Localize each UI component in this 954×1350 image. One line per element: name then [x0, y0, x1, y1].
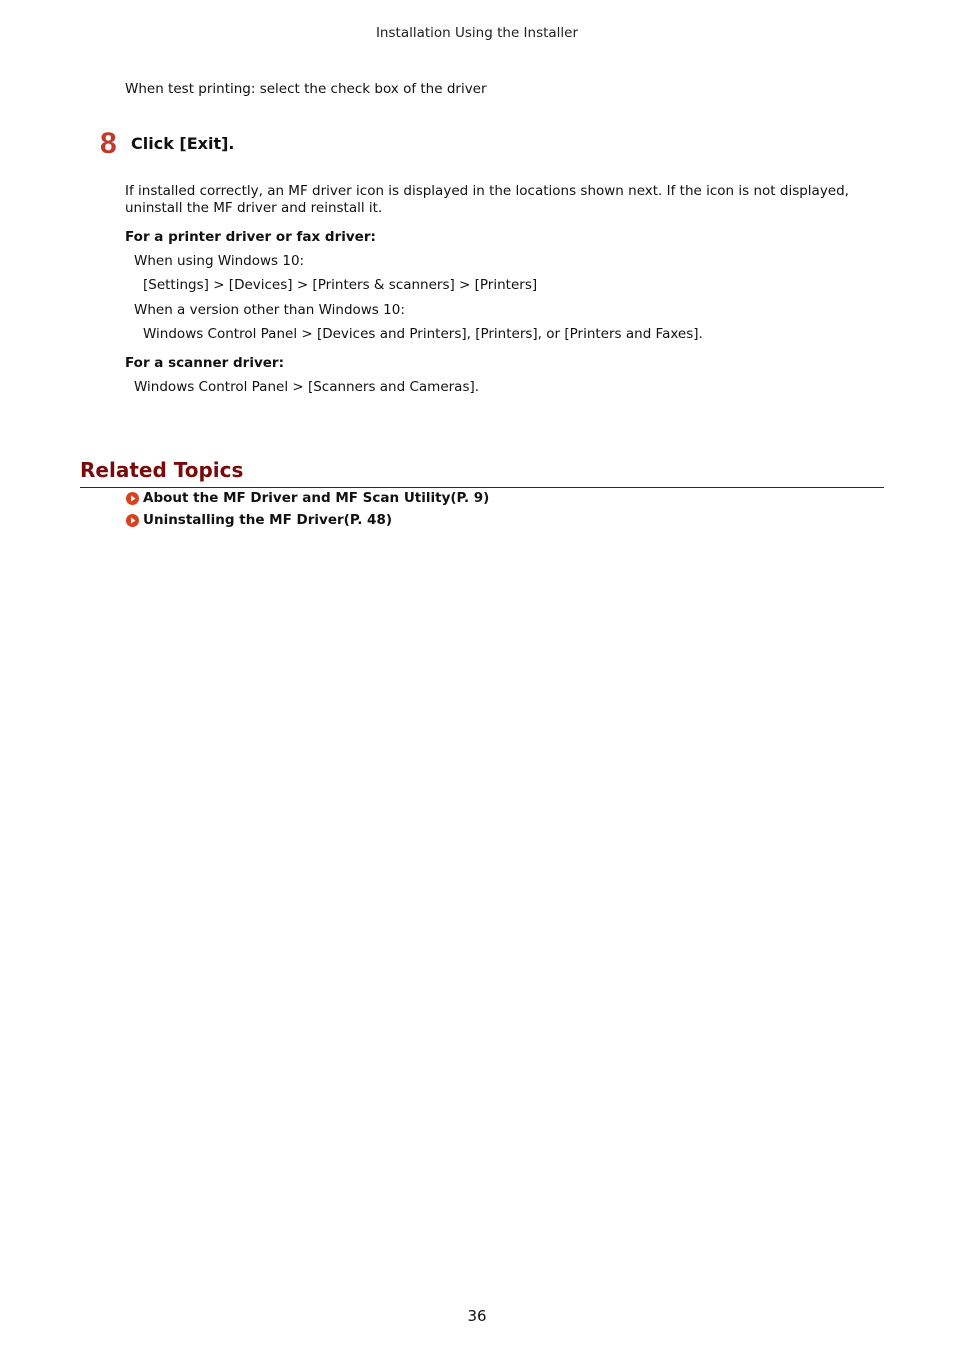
- related-topics-title: Related Topics: [80, 458, 244, 482]
- circle-arrow-right-icon: [126, 492, 139, 505]
- step-title: Click [Exit].: [131, 134, 235, 153]
- related-link-label: About the MF Driver and MF Scan Utility(P. 9): [143, 490, 490, 506]
- intro-text: When test printing: select the check box of the driver: [125, 81, 487, 97]
- related-link-label: Uninstalling the MF Driver(P. 48): [143, 512, 393, 528]
- step-number: 8: [100, 127, 117, 160]
- windows10-path: [Settings] > [Devices] > [Printers & scanners] > [Printers]: [143, 277, 538, 293]
- related-link-mf-driver[interactable]: [126, 490, 489, 506]
- page-header-title: Installation Using the Installer: [375, 25, 579, 41]
- other-version-label: When a version other than Windows 10:: [134, 302, 405, 318]
- page-number: 36: [467, 1307, 487, 1325]
- scanner-driver-heading: For a scanner driver:: [125, 355, 284, 371]
- description-line-2: uninstall the MF driver and reinstall it.: [125, 200, 383, 216]
- related-link-uninstall[interactable]: [126, 512, 392, 528]
- related-topics-divider: [80, 487, 884, 488]
- scanner-path: Windows Control Panel > [Scanners and Cameras].: [134, 379, 480, 395]
- description-line-1: If installed correctly, an MF driver icon is displayed in the locations shown next. If the icon is not displayed,: [125, 183, 849, 199]
- windows10-label: When using Windows 10:: [134, 253, 305, 269]
- circle-arrow-right-icon: [126, 514, 139, 527]
- printer-driver-heading: For a printer driver or fax driver:: [125, 229, 376, 245]
- other-version-path: Windows Control Panel > [Devices and Printers], [Printers], or [Printers and Faxes].: [143, 326, 703, 342]
